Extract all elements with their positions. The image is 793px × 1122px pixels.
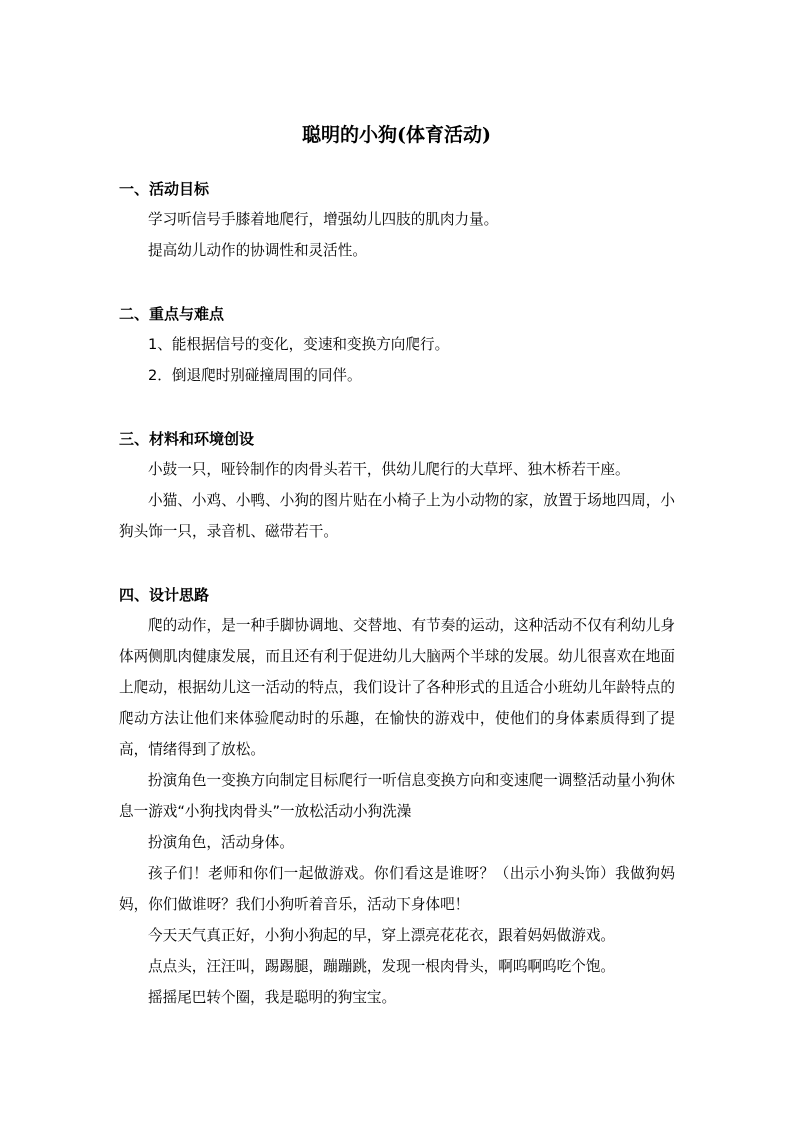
section-materials: [119, 424, 675, 547]
section-heading: 三、材料和环境创设: [119, 430, 255, 448]
paragraph: 小鼓一只，哑铃制作的肉骨头若干，供幼儿爬行的大草坪、独木桥若干座。: [148, 461, 630, 478]
paragraph: 小猫、小鸡、小鸭、小狗的图片贴在小椅子上为小动物的家，放置于场地四周，小狗头饰一只，录音机、磁带若干。: [119, 492, 675, 540]
paragraph: 2．倒退爬时别碰撞周围的同伴。: [148, 367, 362, 384]
paragraph: 今天天气真正好，小狗小狗起的早，穿上漂亮花花衣，跟着妈妈做游戏。: [148, 927, 616, 944]
section-key-points: [119, 299, 675, 391]
paragraph: 扮演角色，活动身体。: [148, 834, 294, 851]
paragraph: 学习听信号手膝着地爬行，增强幼儿四肢的肌肉力量。: [148, 211, 499, 228]
section-heading: 二、重点与难点: [119, 305, 225, 323]
document-body: [119, 174, 675, 1013]
page-title: 聪明的小狗(体育活动): [302, 124, 491, 146]
paragraph: 提高幼儿动作的协调性和灵活性。: [148, 242, 367, 259]
paragraph: 摇摇尾巴转个圈，我是聪明的狗宝宝。: [148, 989, 397, 1006]
paragraph: 爬的动作，是一种手脚协调地、交替地、有节奏的运动，这种活动不仅有利幼儿身体两侧肌肉健康发展，而且还有利于促进幼儿大脑两个半球的发展。幼儿很喜欢在地面上爬动，根据幼儿这一活动的特点，我们设计了各种形式的且适合小班幼儿年龄特点的爬动方法让他们来体验爬动时的乐趣，在愉快的游戏中，使他们的身体素质得到了提高，情绪得到了放松。: [119, 617, 675, 758]
section-heading: 一、活动目标: [119, 180, 210, 198]
paragraph: 点点头，汪汪叫，踢踢腿，蹦蹦跳，发现一根肉骨头，啊呜啊呜吃个饱。: [148, 958, 616, 975]
paragraph: 扮演角色一变换方向制定目标爬行一听信息变换方向和变速爬一调整活动量小狗休息一游戏“小狗找肉骨头”一放松活动小狗洗澡: [119, 772, 675, 820]
section-goals: [119, 174, 675, 266]
section-heading: 四、设计思路: [119, 586, 210, 604]
paragraph: 孩子们！老师和你们一起做游戏。你们看这是谁呀？（出示小狗头饰）我做狗妈 妈，你们做谁呀？我们小狗听着音乐，活动下身体吧！: [119, 865, 675, 913]
section-design: [119, 580, 675, 1013]
paragraph: 1、能根据信号的变化，变速和变换方向爬行。: [148, 336, 450, 353]
